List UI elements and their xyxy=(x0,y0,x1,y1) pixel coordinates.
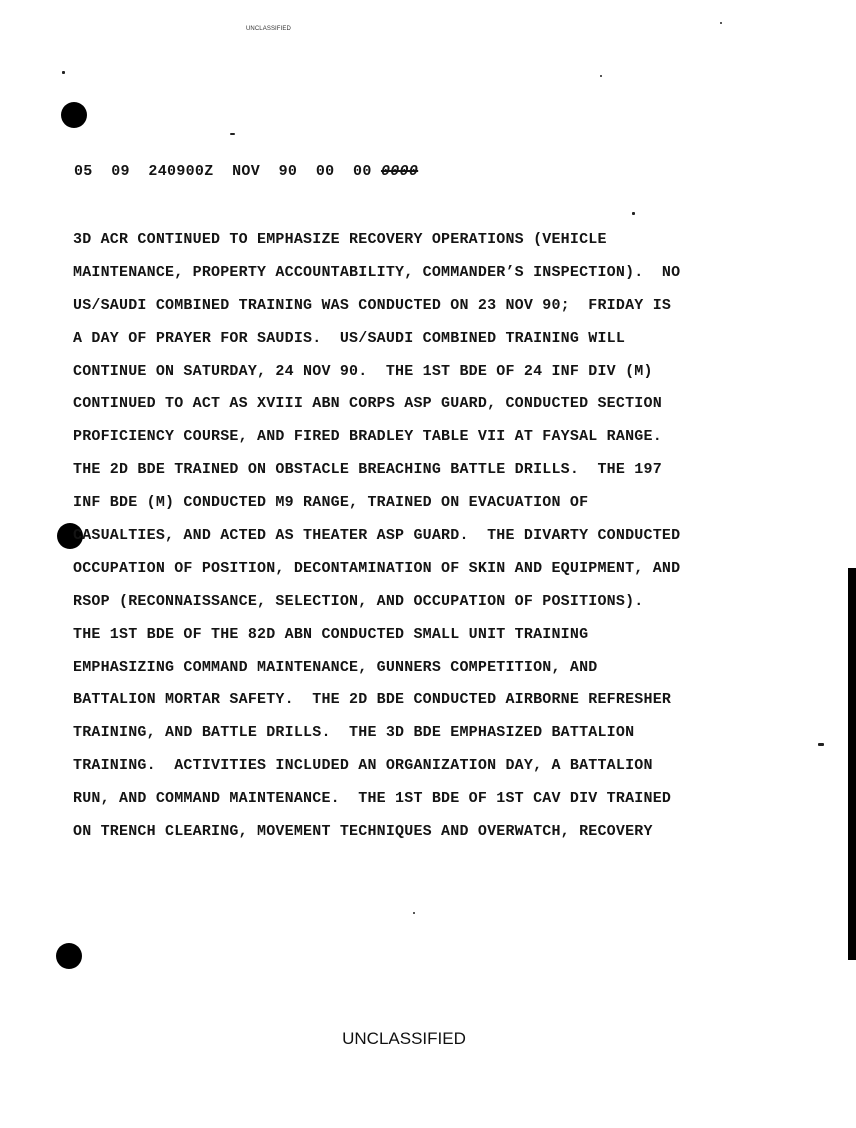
scan-edge-shadow xyxy=(848,568,856,960)
body-line: US/SAUDI COMBINED TRAINING WAS CONDUCTED ON 23 NOV 90; FRIDAY IS xyxy=(73,296,672,314)
body-line: TRAINING. ACTIVITIES INCLUDED AN ORGANIZATION DAY, A BATTALION xyxy=(73,757,653,775)
body-line: THE 1ST BDE OF THE 82D ABN CONDUCTED SMALL UNIT TRAINING xyxy=(73,625,589,643)
message-header-line xyxy=(74,163,418,180)
scan-speck xyxy=(230,133,235,135)
body-line: BATTALION MORTAR SAFETY. THE 2D BDE CONDUCTED AIRBORNE REFRESHER xyxy=(73,691,672,709)
punch-hole-icon xyxy=(61,102,87,128)
bottom-classification-marking: UNCLASSIFIED xyxy=(342,1029,466,1048)
body-line: CONTINUE ON SATURDAY, 24 NOV 90. THE 1ST BDE OF 24 INF DIV (M) xyxy=(73,362,653,380)
body-line: RSOP (RECONNAISSANCE, SELECTION, AND OCCUPATION OF POSITIONS). xyxy=(73,592,644,610)
body-line: A DAY OF PRAYER FOR SAUDIS. US/SAUDI COMBINED TRAINING WILL xyxy=(73,329,626,347)
body-line: 3D ACR CONTINUED TO EMPHASIZE RECOVERY OPERATIONS (VEHICLE xyxy=(73,231,607,248)
message-header-fields: 05 09 240900Z NOV 90 00 00 xyxy=(74,163,381,180)
scan-speck xyxy=(818,743,824,746)
scan-speck xyxy=(413,912,415,914)
body-line: CONTINUED TO ACT AS XVIII ABN CORPS ASP GUARD, CONDUCTED SECTION xyxy=(73,395,662,413)
scan-speck xyxy=(632,212,635,215)
punch-hole-icon xyxy=(56,943,82,969)
struck-out-field: 0000 xyxy=(380,163,419,180)
body-line: OCCUPATION OF POSITION, DECONTAMINATION OF SKIN AND EQUIPMENT, AND xyxy=(73,559,681,577)
body-line: TRAINING, AND BATTLE DRILLS. THE 3D BDE EMPHASIZED BATTALION xyxy=(73,724,635,742)
top-classification-marking: UNCLASSIFIED xyxy=(246,26,291,32)
body-line: THE 2D BDE TRAINED ON OBSTACLE BREACHING BATTLE DRILLS. THE 197 xyxy=(73,461,662,479)
body-line: RUN, AND COMMAND MAINTENANCE. THE 1ST BDE OF 1ST CAV DIV TRAINED xyxy=(73,790,672,808)
body-line: INF BDE (M) CONDUCTED M9 RANGE, TRAINED ON EVACUATION OF xyxy=(73,494,589,512)
body-line: EMPHASIZING COMMAND MAINTENANCE, GUNNERS COMPETITION, AND xyxy=(73,658,598,676)
body-line: PROFICIENCY COURSE, AND FIRED BRADLEY TABLE VII AT FAYSAL RANGE. xyxy=(73,428,662,446)
body-line: MAINTENANCE, PROPERTY ACCOUNTABILITY, COMMANDER’S INSPECTION). NO xyxy=(73,263,681,281)
report-body-text xyxy=(73,229,793,854)
scan-speck xyxy=(720,22,722,24)
body-line: CASUALTIES, AND ACTED AS THEATER ASP GUARD. THE DIVARTY CONDUCTED xyxy=(73,527,681,545)
scan-speck xyxy=(600,75,602,77)
body-line: ON TRENCH CLEARING, MOVEMENT TECHNIQUES AND OVERWATCH, RECOVERY xyxy=(73,823,653,841)
scan-speck xyxy=(62,71,65,74)
